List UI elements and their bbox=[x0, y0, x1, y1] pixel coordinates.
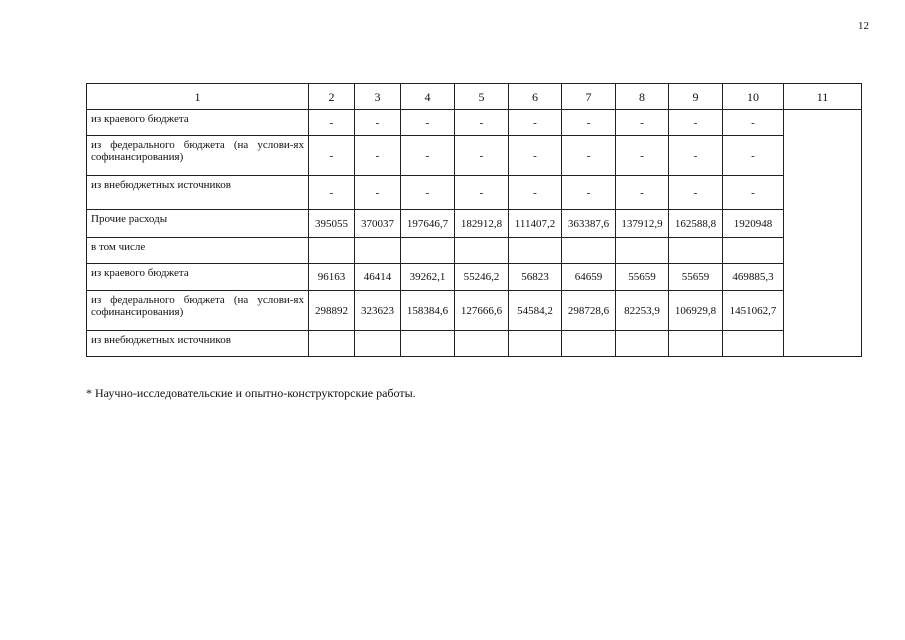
column-header: 3 bbox=[355, 84, 401, 110]
table-cell: 197646,7 bbox=[401, 210, 455, 238]
table-cell: 46414 bbox=[355, 264, 401, 291]
table-cell: 323623 bbox=[355, 291, 401, 331]
table-cell: 54584,2 bbox=[509, 291, 562, 331]
table-cell bbox=[509, 238, 562, 264]
table-cell: - bbox=[723, 110, 784, 136]
table-cell: 162588,8 bbox=[669, 210, 723, 238]
row-label: Прочие расходы bbox=[87, 210, 309, 238]
table-cell: - bbox=[309, 176, 355, 210]
table-cell: 1920948 bbox=[723, 210, 784, 238]
table-cell: - bbox=[309, 136, 355, 176]
row-label: из внебюджетных источников bbox=[87, 331, 309, 357]
table-cell: - bbox=[455, 136, 509, 176]
table-cell: 182912,8 bbox=[455, 210, 509, 238]
table-cell bbox=[401, 331, 455, 357]
table-cell bbox=[562, 331, 616, 357]
table-cell bbox=[355, 238, 401, 264]
table-cell: 106929,8 bbox=[669, 291, 723, 331]
table-row bbox=[87, 264, 862, 291]
table-cell: - bbox=[509, 136, 562, 176]
table-cell bbox=[616, 331, 669, 357]
table-cell: - bbox=[562, 176, 616, 210]
table-cell: 96163 bbox=[309, 264, 355, 291]
page-number: 12 bbox=[858, 20, 869, 32]
table-cell: 1451062,7 bbox=[723, 291, 784, 331]
row-label: из внебюджетных источников bbox=[87, 176, 309, 210]
table-cell: 55246,2 bbox=[455, 264, 509, 291]
table-cell: 127666,6 bbox=[455, 291, 509, 331]
table-cell: 55659 bbox=[616, 264, 669, 291]
table-cell: 82253,9 bbox=[616, 291, 669, 331]
table-cell: - bbox=[562, 110, 616, 136]
row-label: из федерального бюджета (на услови-ях софинансирования) bbox=[87, 291, 309, 331]
table-cell bbox=[723, 331, 784, 357]
column-header: 6 bbox=[509, 84, 562, 110]
table-cell: - bbox=[455, 110, 509, 136]
table-cell bbox=[455, 238, 509, 264]
column-header: 5 bbox=[455, 84, 509, 110]
table-cell: 111407,2 bbox=[509, 210, 562, 238]
column-header: 10 bbox=[723, 84, 784, 110]
table-cell: - bbox=[616, 110, 669, 136]
column-header: 9 bbox=[669, 84, 723, 110]
table-cell: 298728,6 bbox=[562, 291, 616, 331]
table-header-row bbox=[87, 84, 862, 110]
table-cell: - bbox=[401, 136, 455, 176]
table-cell bbox=[723, 238, 784, 264]
table-cell: - bbox=[723, 136, 784, 176]
table-cell: - bbox=[562, 136, 616, 176]
table-cell: - bbox=[616, 136, 669, 176]
table-cell bbox=[401, 238, 455, 264]
table-cell: 370037 bbox=[355, 210, 401, 238]
row-label: из краевого бюджета bbox=[87, 264, 309, 291]
table-cell: 158384,6 bbox=[401, 291, 455, 331]
table-cell: - bbox=[669, 136, 723, 176]
budget-table bbox=[86, 83, 862, 357]
table-cell: 137912,9 bbox=[616, 210, 669, 238]
table-row bbox=[87, 238, 862, 264]
table-cell bbox=[562, 238, 616, 264]
footnote: * Научно-исследовательские и опытно-конструкторские работы. bbox=[86, 386, 416, 400]
table-cell bbox=[309, 238, 355, 264]
table-cell: 469885,3 bbox=[723, 264, 784, 291]
table-cell bbox=[616, 238, 669, 264]
table-cell: - bbox=[616, 176, 669, 210]
row-label: из федерального бюджета (на услови-ях софинансирования) bbox=[87, 136, 309, 176]
table-cell: 395055 bbox=[309, 210, 355, 238]
table-cell: - bbox=[355, 136, 401, 176]
table-cell: - bbox=[355, 110, 401, 136]
table-cell bbox=[669, 331, 723, 357]
column-11-merged-cell bbox=[784, 110, 862, 357]
table-cell: - bbox=[723, 176, 784, 210]
table-cell: 298892 bbox=[309, 291, 355, 331]
row-label: в том числе bbox=[87, 238, 309, 264]
column-header: 8 bbox=[616, 84, 669, 110]
table-cell bbox=[455, 331, 509, 357]
table-cell: 64659 bbox=[562, 264, 616, 291]
table-cell: - bbox=[355, 176, 401, 210]
column-header: 4 bbox=[401, 84, 455, 110]
table-cell bbox=[355, 331, 401, 357]
table-row bbox=[87, 110, 862, 136]
table-row bbox=[87, 176, 862, 210]
table-cell: 363387,6 bbox=[562, 210, 616, 238]
table-cell: 55659 bbox=[669, 264, 723, 291]
table-cell bbox=[509, 331, 562, 357]
table-cell bbox=[309, 331, 355, 357]
table-cell bbox=[669, 238, 723, 264]
table-cell: - bbox=[669, 176, 723, 210]
column-header: 1 bbox=[87, 84, 309, 110]
row-label: из краевого бюджета bbox=[87, 110, 309, 136]
table-cell: - bbox=[509, 110, 562, 136]
column-header: 2 bbox=[309, 84, 355, 110]
table-cell: - bbox=[401, 176, 455, 210]
table-cell: - bbox=[455, 176, 509, 210]
table-cell: - bbox=[401, 110, 455, 136]
table-cell: 56823 bbox=[509, 264, 562, 291]
table-cell: - bbox=[509, 176, 562, 210]
table-row bbox=[87, 136, 862, 176]
table-row bbox=[87, 291, 862, 331]
column-header: 7 bbox=[562, 84, 616, 110]
column-header: 11 bbox=[784, 84, 862, 110]
table-row bbox=[87, 331, 862, 357]
table-row bbox=[87, 210, 862, 238]
table-cell: - bbox=[669, 110, 723, 136]
table-cell: - bbox=[309, 110, 355, 136]
table-cell: 39262,1 bbox=[401, 264, 455, 291]
